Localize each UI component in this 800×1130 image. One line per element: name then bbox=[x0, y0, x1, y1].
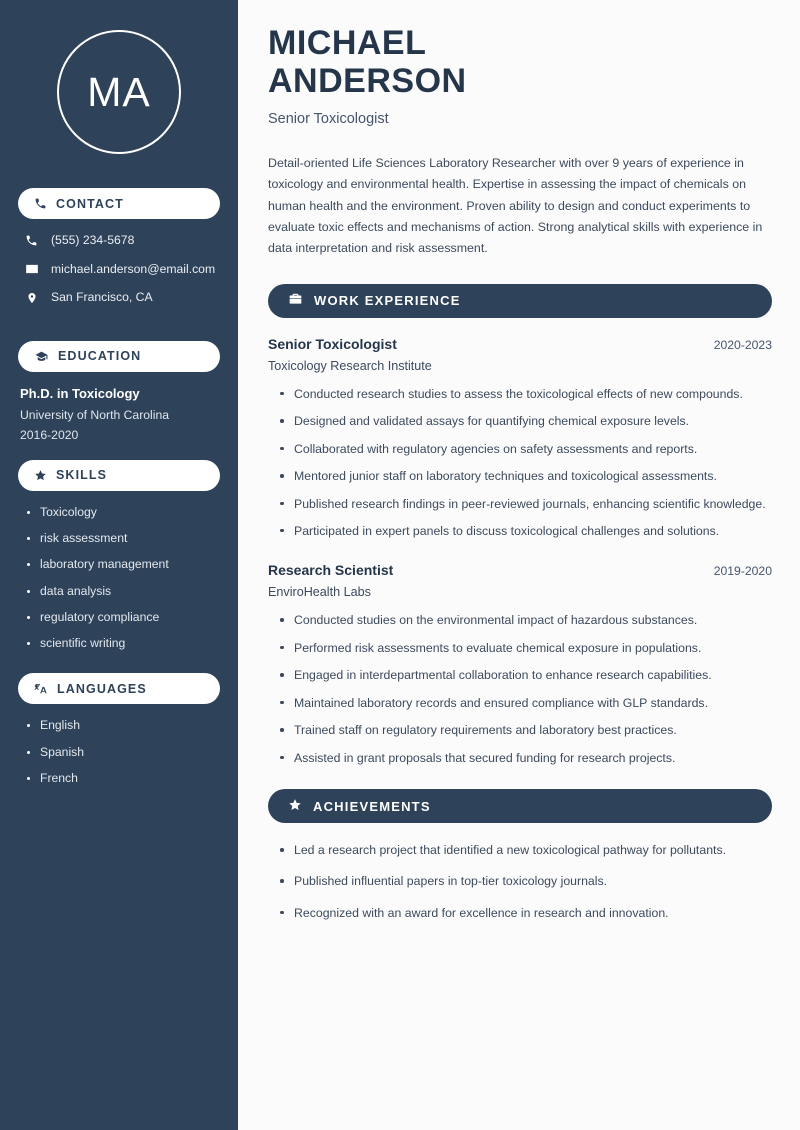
phone-icon bbox=[24, 234, 39, 247]
job-organization: Toxicology Research Institute bbox=[268, 358, 432, 373]
list-item: Maintained laboratory records and ensured compliance with GLP standards. bbox=[278, 694, 772, 712]
section-header-skills bbox=[18, 460, 220, 491]
monogram-initials: MA bbox=[57, 30, 181, 154]
job-dates: 2020-2023 bbox=[713, 337, 772, 352]
section-header-work-experience-label: WORK EXPERIENCE bbox=[314, 293, 461, 309]
star-icon bbox=[288, 798, 302, 815]
section-header-achievements-label: ACHIEVEMENTS bbox=[313, 798, 431, 814]
list-item: Toxicology bbox=[26, 505, 220, 520]
job-header bbox=[268, 562, 772, 578]
education-years: 2016-2020 bbox=[20, 427, 79, 442]
job-title: Senior Toxicologist bbox=[268, 335, 397, 352]
section-header-languages-label: LANGUAGES bbox=[57, 681, 147, 696]
list-item: Published research findings in peer-reviewed journals, enhancing scientific knowledge. bbox=[278, 495, 772, 513]
contact-phone-value: (555) 234-5678 bbox=[51, 233, 135, 247]
envelope-icon bbox=[24, 262, 39, 276]
list-item: Spanish bbox=[26, 745, 220, 760]
contact-email-value: michael.anderson@email.com bbox=[51, 261, 216, 276]
sidebar bbox=[0, 0, 238, 1130]
list-item: French bbox=[26, 771, 220, 786]
job-title: Research Scientist bbox=[268, 562, 394, 579]
skills-list bbox=[18, 505, 220, 652]
achievements-list bbox=[268, 841, 772, 922]
job-bullets bbox=[268, 611, 772, 767]
job-organization: EnviroHealth Labs bbox=[268, 585, 371, 600]
section-header-contact-label: CONTACT bbox=[56, 196, 124, 211]
list-item: risk assessment bbox=[26, 531, 220, 546]
list-item: Conducted research studies to assess the toxicological effects of new compounds. bbox=[278, 385, 772, 403]
job-role-subtitle: Senior Toxicologist bbox=[268, 111, 389, 128]
page-title bbox=[268, 24, 772, 100]
languages-list bbox=[18, 718, 220, 786]
list-item: Assisted in grant proposals that secured funding for research projects. bbox=[278, 749, 772, 767]
job-bullets bbox=[268, 385, 772, 541]
job-entry bbox=[268, 336, 772, 541]
phone-icon bbox=[34, 197, 47, 210]
briefcase-icon bbox=[288, 292, 303, 309]
list-item: English bbox=[26, 718, 220, 733]
section-header-achievements bbox=[268, 789, 772, 823]
section-header-skills-label: SKILLS bbox=[56, 468, 108, 483]
contact-list bbox=[18, 233, 220, 319]
list-item: Participated in expert panels to discuss toxicological challenges and solutions. bbox=[278, 522, 772, 540]
graduation-cap-icon bbox=[34, 350, 49, 363]
list-item: data analysis bbox=[26, 584, 220, 599]
list-item: Led a research project that identified a new toxicological pathway for pollutants. bbox=[278, 841, 772, 859]
list-item: Mentored junior staff on laboratory techniques and toxicological assessments. bbox=[278, 467, 772, 485]
section-header-work-experience bbox=[268, 284, 772, 318]
section-header-education-label: EDUCATION bbox=[58, 349, 142, 364]
job-dates: 2019-2020 bbox=[713, 564, 772, 579]
list-item: Collaborated with regulatory agencies on safety assessments and reports. bbox=[278, 440, 772, 458]
education-degree: Ph.D. in Toxicology bbox=[20, 385, 140, 401]
star-icon bbox=[34, 469, 47, 482]
list-item: Published influential papers in top-tier toxicology journals. bbox=[278, 872, 772, 890]
contact-email bbox=[18, 262, 220, 291]
list-item: Designed and validated assays for quantifying chemical exposure levels. bbox=[278, 412, 772, 430]
list-item: Performed risk assessments to evaluate chemical exposure in populations. bbox=[278, 639, 772, 657]
translate-icon bbox=[34, 682, 48, 695]
list-item: Recognized with an award for excellence in research and innovation. bbox=[278, 904, 772, 922]
job-header bbox=[268, 336, 772, 352]
list-item: Trained staff on regulatory requirements and laboratory best practices. bbox=[278, 721, 772, 739]
professional-summary: Detail-oriented Life Sciences Laboratory Researcher with over 9 years of experience in toxicology and environmental health. Expertise in assessing the impact of chemicals on human health and the environment. Proven ability to design and conduct experiments to evaluate toxic effects and mechanisms of action. Strong analytical skills with experience in data interpretation and risk assessment. bbox=[268, 156, 763, 256]
contact-location-value: San Francisco, CA bbox=[51, 290, 153, 305]
education-entry bbox=[18, 386, 220, 460]
section-header-languages bbox=[18, 673, 220, 704]
main-content bbox=[238, 0, 800, 1130]
last-name: ANDERSON bbox=[268, 62, 467, 101]
list-item: scientific writing bbox=[26, 636, 220, 651]
list-item: Engaged in interdepartmental collaboration to enhance research capabilities. bbox=[278, 666, 772, 684]
avatar bbox=[18, 30, 220, 154]
contact-location bbox=[18, 290, 220, 319]
job-entry bbox=[268, 562, 772, 767]
list-item: Conducted studies on the environmental impact of hazardous substances. bbox=[278, 611, 772, 629]
first-name: MICHAEL bbox=[268, 24, 427, 62]
list-item: laboratory management bbox=[26, 557, 220, 572]
section-header-contact bbox=[18, 188, 220, 219]
list-item: regulatory compliance bbox=[26, 610, 220, 625]
contact-phone bbox=[18, 233, 220, 262]
location-pin-icon bbox=[24, 291, 39, 305]
education-school: University of North Carolina bbox=[20, 407, 170, 422]
section-header-education bbox=[18, 341, 220, 372]
